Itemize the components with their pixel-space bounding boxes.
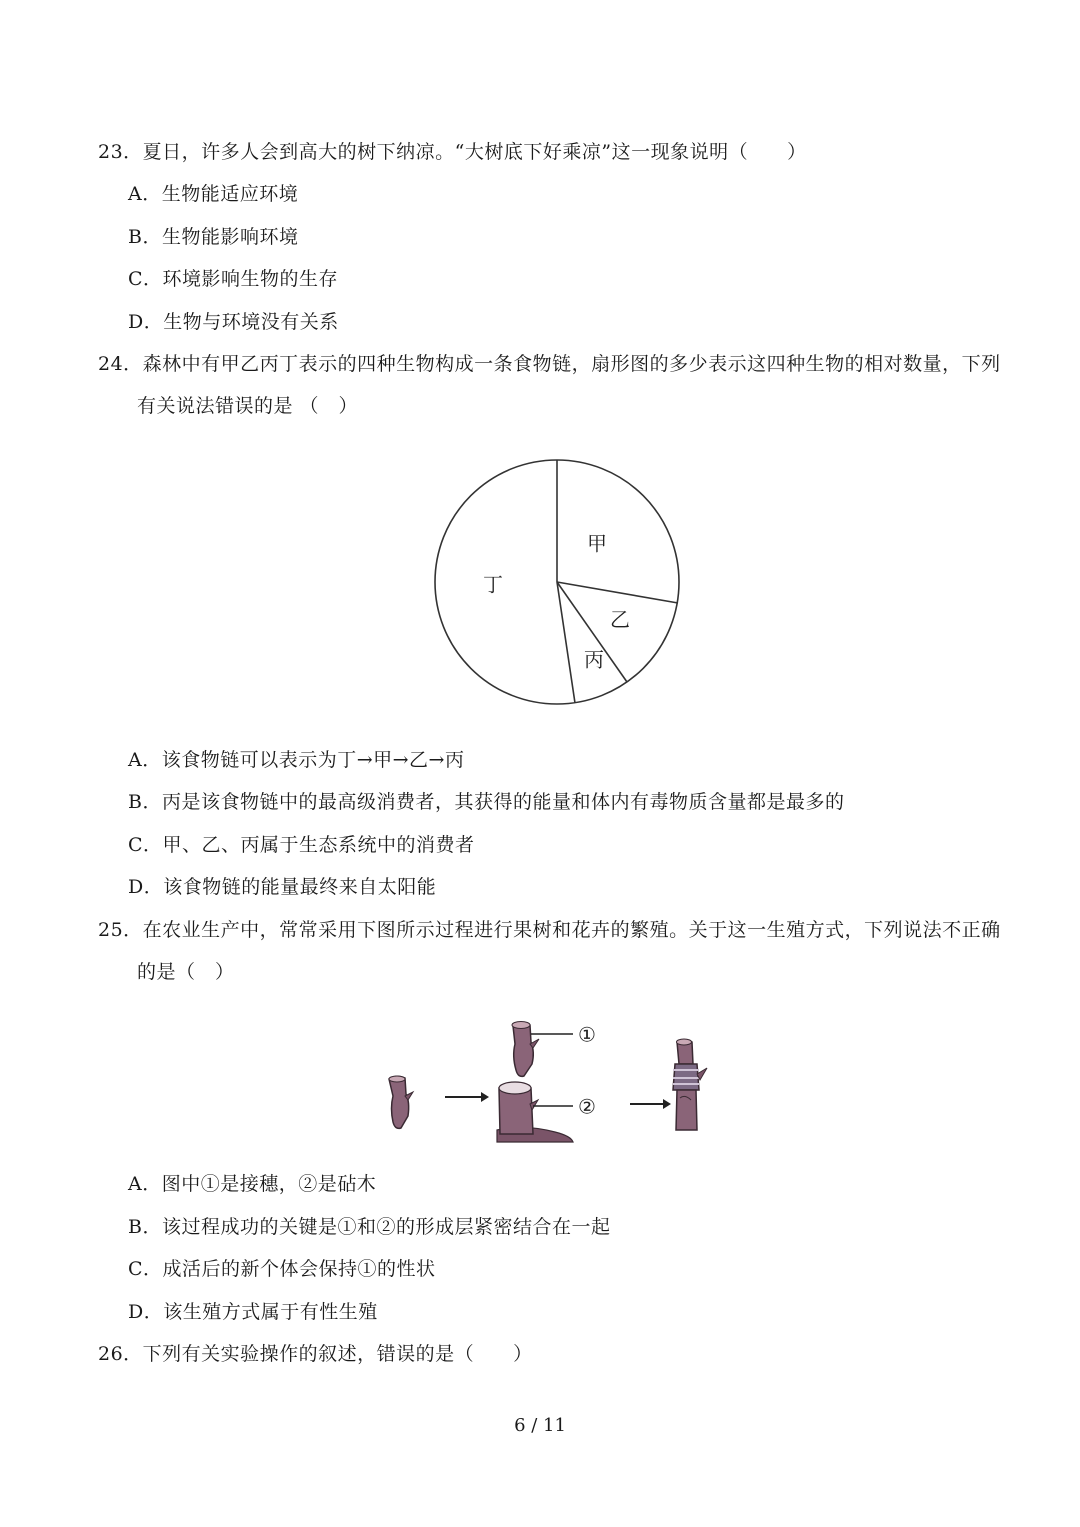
q23-option-d: D．生物与环境没有关系 [128,311,339,333]
q24-option-b: B．丙是该食物链中的最高级消费者，其获得的能量和体内有毒物质含量都是最多的 [128,791,845,813]
q25-option-d: D．该生殖方式属于有性生殖 [128,1301,378,1323]
q25-option-c: C．成活后的新个体会保持①的性状 [128,1258,436,1280]
pie-label-ding: 丁 [483,572,503,597]
q25-option-a: A．图中①是接穗，②是砧木 [128,1173,377,1195]
food-chain-pie-chart [420,445,700,720]
scion-above-stock-illustration [512,1022,539,1077]
grafting-process-figure [375,1012,720,1147]
pie-label-bing: 丙 [584,647,604,672]
q24-option-d: D．该食物链的能量最终来自太阳能 [128,876,437,898]
pie-label-jia: 甲 [587,531,607,556]
process-arrow-2 [630,1099,671,1109]
pie-divider-jia-yi [557,582,678,603]
rootstock-illustration [497,1082,573,1142]
q25-stem-line2: 的是（ ） [137,961,235,983]
pie-divider-bing-ding [557,582,575,703]
label-scion-marker: ① [578,1022,596,1047]
scion-cutting-illustration [389,1076,413,1128]
q26-stem: 26．下列有关实验操作的叙述，错误的是（ ） [98,1343,533,1365]
q23-stem: 23．夏日，许多人会到高大的树下纳凉。“大树底下好乘凉”这一现象说明（ ） [98,141,807,163]
pie-label-yi: 乙 [610,607,630,632]
grafted-plant-illustration [673,1039,707,1130]
q23-option-a: A．生物能适应环境 [128,183,299,205]
q23-option-c: C．环境影响生物的生存 [128,268,339,290]
q24-option-a: A．该食物链可以表示为丁→甲→乙→丙 [128,749,465,771]
process-arrow-1 [445,1092,489,1102]
q25-stem-line1: 25．在农业生产中，常常采用下图所示过程进行果树和花卉的繁殖。关于这一生殖方式，下列说法不正确 [98,919,1001,941]
q25-option-b: B．该过程成功的关键是①和②的形成层紧密结合在一起 [128,1216,611,1238]
q23-option-b: B．生物能影响环境 [128,226,299,248]
q24-stem-line2: 有关说法错误的是 （ ） [137,395,359,417]
page-number: 6 / 11 [514,1415,566,1436]
label-stock-marker: ② [578,1094,596,1119]
q24-option-c: C．甲、乙、丙属于生态系统中的消费者 [128,834,475,856]
q24-stem-line1: 24．森林中有甲乙丙丁表示的四种生物构成一条食物链，扇形图的多少表示这四种生物的相对数量，下列 [98,353,1001,375]
